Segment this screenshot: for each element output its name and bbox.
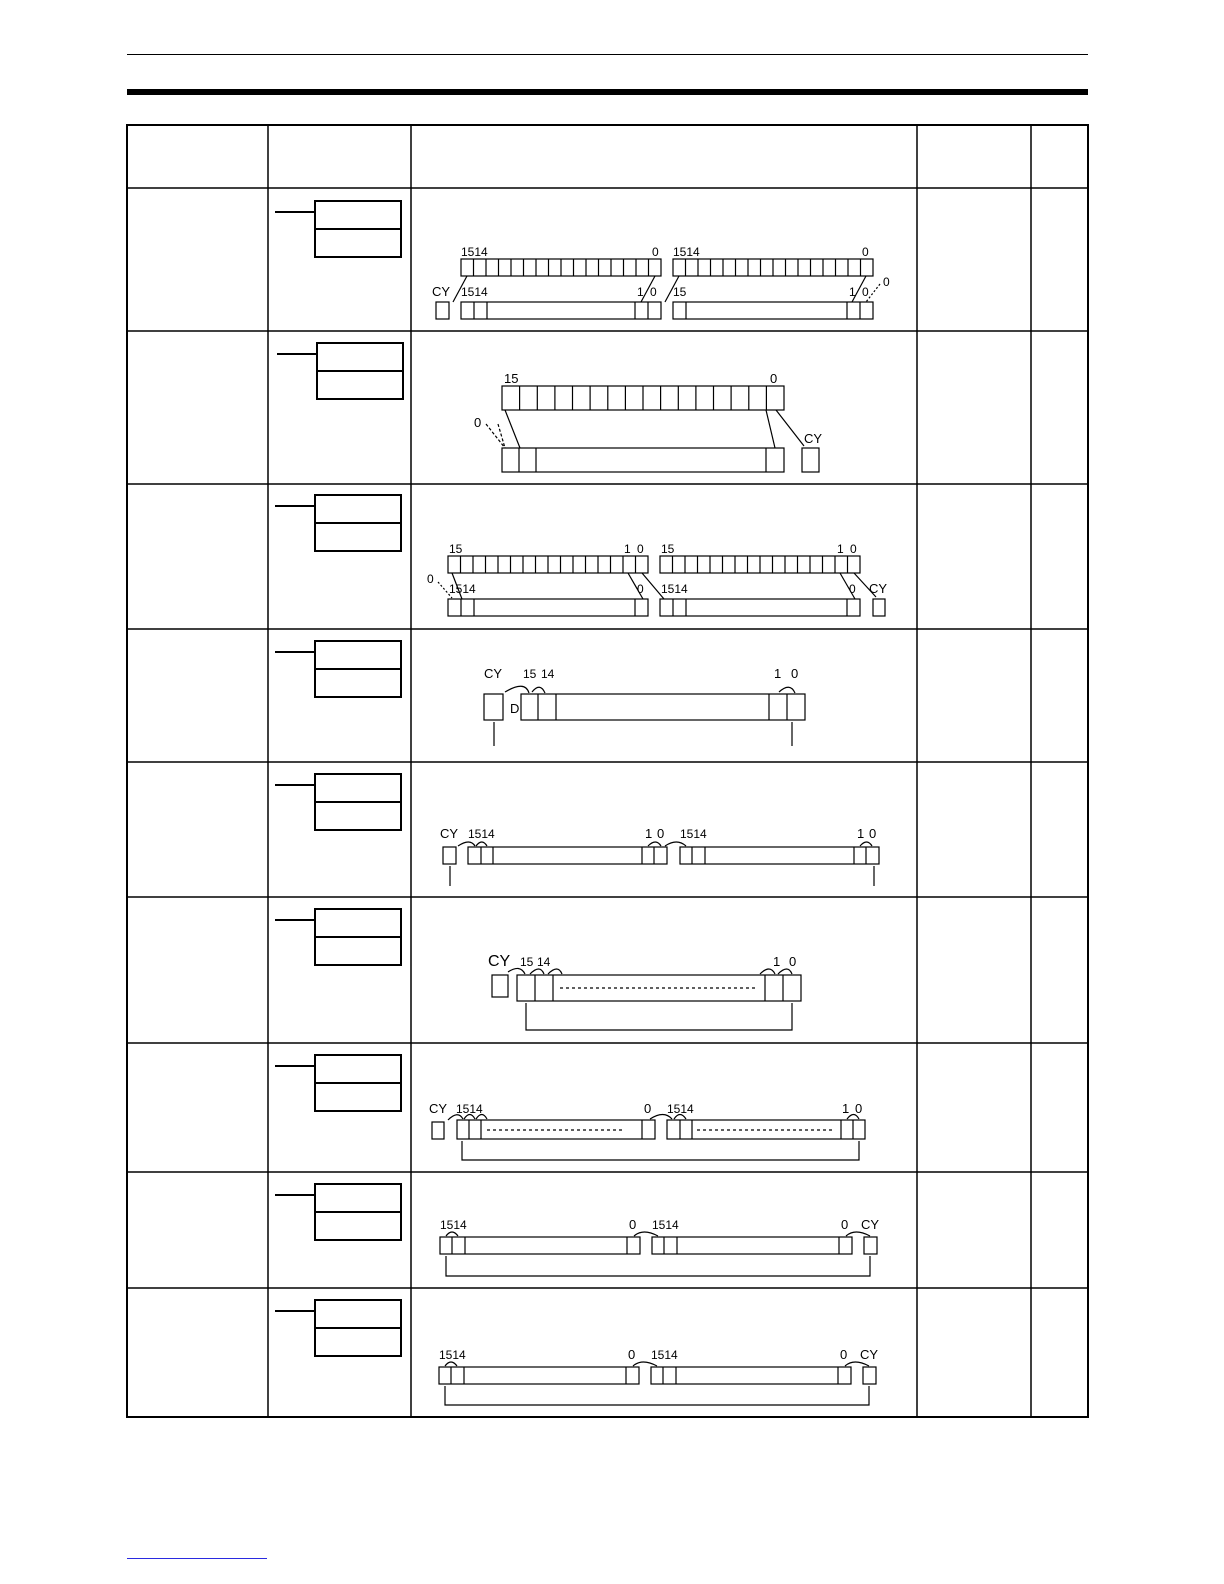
bit-label: 1 <box>837 542 844 556</box>
bit-label: 0 <box>628 1347 636 1362</box>
word-register-upper-bottom <box>461 302 661 319</box>
bit-label: 0 <box>427 572 434 586</box>
word-register <box>521 694 805 720</box>
bit-label: 15 <box>520 955 534 969</box>
bit-label: 0 <box>474 415 482 430</box>
bit-label: 0 <box>840 1347 848 1362</box>
bit-label: 0 <box>841 1217 849 1232</box>
carry-box <box>873 599 885 616</box>
word-register-lower <box>680 847 879 864</box>
bit-label: 1 <box>842 1101 850 1116</box>
word-register-upper-top <box>448 556 648 573</box>
bit-label: 14 <box>537 955 551 969</box>
word-register-top <box>502 386 784 410</box>
ladder-symbol-3 <box>275 495 401 551</box>
ladder-symbol-5 <box>275 774 401 830</box>
bit-diagram-row-7 <box>432 1115 865 1161</box>
carry-label: CY <box>432 284 451 299</box>
word-register-bottom <box>502 448 784 472</box>
rotate-arrow <box>446 1232 458 1236</box>
bit-label: 1514 <box>461 245 488 259</box>
bit-label: 15 <box>673 285 687 299</box>
carry-label: CY <box>860 1347 879 1362</box>
word-register-lower-top <box>673 259 873 276</box>
bit-label: 0 <box>637 542 644 556</box>
footnote-rule <box>127 1558 267 1559</box>
word-register-lower <box>652 1237 852 1254</box>
bit-label: 1 <box>624 542 631 556</box>
bit-diagram-row-8 <box>440 1232 877 1276</box>
carry-label: CY <box>484 666 503 681</box>
bit-diagram-row-9 <box>439 1362 876 1405</box>
bit-label: 1 <box>773 954 781 969</box>
bit-label: 0 <box>883 275 890 289</box>
bit-label: 1514 <box>673 245 700 259</box>
rotate-arrow <box>505 686 529 693</box>
bit-label: D <box>510 701 520 716</box>
bit-label: 0 <box>652 245 659 259</box>
bit-label: 0 <box>629 1217 637 1232</box>
bit-label: 0 <box>791 666 799 681</box>
bit-labels-row-7 <box>429 1101 862 1116</box>
bit-label: 1 <box>645 826 653 841</box>
carry-box <box>443 847 456 864</box>
bit-label: 14 <box>541 667 555 681</box>
bit-labels-row-9 <box>439 1347 878 1362</box>
word-register-upper <box>457 1120 655 1139</box>
bit-diagram-row-1 <box>436 259 880 319</box>
word-register-lower <box>667 1120 865 1139</box>
carry-label: CY <box>861 1217 880 1232</box>
word-register-upper <box>440 1237 640 1254</box>
bit-labels-row-8 <box>440 1217 879 1232</box>
ladder-symbol-8 <box>275 1184 401 1240</box>
bit-label: 0 <box>862 245 869 259</box>
bit-label: 0 <box>850 542 857 556</box>
bit-label: 0 <box>869 826 877 841</box>
ladder-symbol-1 <box>275 201 401 257</box>
word-register-upper <box>439 1367 639 1384</box>
bit-label: 1514 <box>652 1218 679 1232</box>
ladder-symbol-4 <box>275 641 401 697</box>
word-register-upper-top <box>461 259 661 276</box>
bit-label: 0 <box>770 371 778 386</box>
word-register <box>517 975 801 1001</box>
bit-labels-row-6 <box>488 953 796 970</box>
bit-label: 1 <box>774 666 782 681</box>
bit-label: 0 <box>862 285 869 299</box>
bit-label: 1514 <box>449 582 476 596</box>
bit-label: 1514 <box>440 1218 467 1232</box>
carry-label: CY <box>869 581 888 596</box>
bit-labels-row-3 <box>427 542 887 596</box>
bit-label: 1 <box>849 285 856 299</box>
bit-label: 1514 <box>680 827 707 841</box>
bit-label: 1514 <box>661 582 688 596</box>
bit-diagram-row-4 <box>484 686 805 746</box>
bit-label: 1514 <box>456 1102 483 1116</box>
carry-label: CY <box>440 826 459 841</box>
bit-labels-row-5 <box>440 826 876 841</box>
bit-label: 15 <box>504 371 519 386</box>
carry-label: CY <box>429 1101 448 1116</box>
word-register-upper <box>468 847 667 864</box>
carry-label: CY <box>488 953 511 970</box>
ladder-symbol-2 <box>277 343 403 399</box>
bit-labels-row-2 <box>474 371 822 446</box>
ladder-symbols <box>275 201 403 1356</box>
ladder-symbol-9 <box>275 1300 401 1356</box>
ladder-symbol-6 <box>275 909 401 965</box>
carry-box <box>863 1367 876 1384</box>
bit-label: 0 <box>644 1101 652 1116</box>
carry-box <box>802 448 819 472</box>
bit-label: 0 <box>637 582 644 596</box>
bit-label: 0 <box>650 285 657 299</box>
bit-label: 0 <box>657 826 665 841</box>
bit-label: 1514 <box>651 1348 678 1362</box>
bit-label: 1 <box>637 285 644 299</box>
carry-box <box>432 1122 444 1139</box>
bit-label: 1 <box>857 826 865 841</box>
bit-label: 15 <box>661 542 675 556</box>
shift-arrow <box>505 410 520 448</box>
bit-label: 15 <box>523 667 537 681</box>
carry-box <box>864 1237 877 1254</box>
carry-box <box>492 975 508 997</box>
bit-label: 1514 <box>468 827 495 841</box>
carry-box <box>436 302 449 319</box>
bit-diagram-row-6 <box>492 968 801 1030</box>
carry-label: CY <box>804 431 823 446</box>
word-register-lower <box>651 1367 851 1384</box>
bit-label: 0 <box>855 1101 863 1116</box>
bit-label: 1514 <box>461 285 488 299</box>
bit-diagram-row-2 <box>486 386 819 472</box>
rotate-arrow <box>445 1362 457 1366</box>
ladder-symbol-7 <box>275 1055 401 1111</box>
rotate-arrow <box>508 968 525 974</box>
word-register-lower-bottom <box>660 599 860 616</box>
carry-box <box>484 694 503 720</box>
bit-diagram-row-5 <box>443 842 879 886</box>
bit-label: 0 <box>849 582 856 596</box>
bit-labels-row-4 <box>484 666 798 716</box>
word-register-upper-bottom <box>448 599 648 616</box>
bit-label: 1514 <box>667 1102 694 1116</box>
rotate-arrow <box>458 842 475 846</box>
bit-label: 15 <box>449 542 463 556</box>
word-register-lower-bottom <box>673 302 873 319</box>
bit-label: 0 <box>789 954 797 969</box>
bit-label: 1514 <box>439 1348 466 1362</box>
word-register-lower-top <box>660 556 860 573</box>
